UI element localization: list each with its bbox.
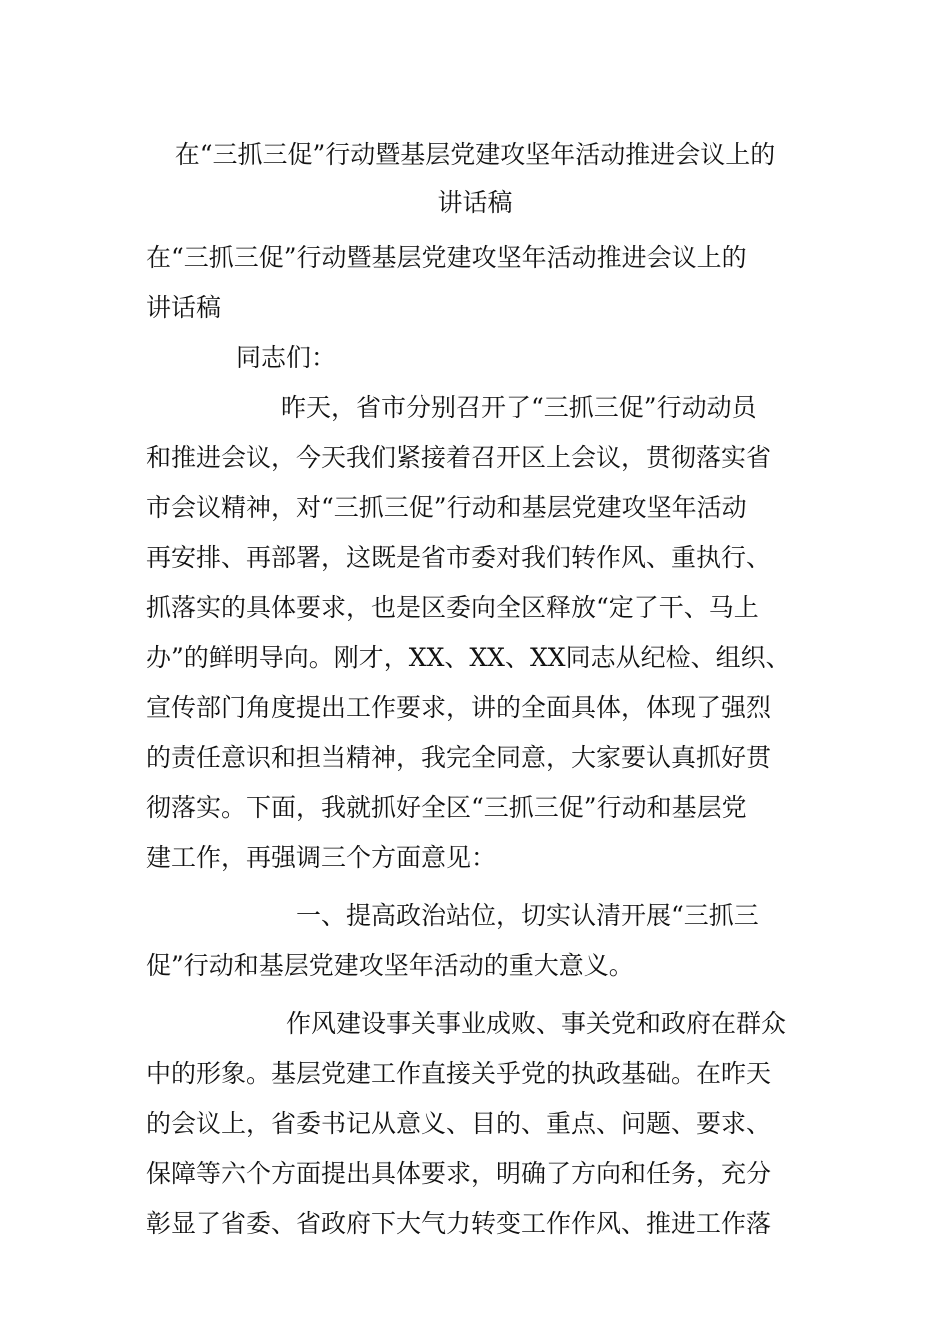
spacer bbox=[146, 991, 816, 999]
subtitle-line: 在“三抓三促”行动暨基层党建攻坚年活动推进会议上的 bbox=[146, 243, 747, 272]
paragraph-line: 的会议上，省委书记从意义、目的、重点、问题、要求、 bbox=[146, 1109, 772, 1138]
paragraph-line: 建工作，再强调三个方面意见： bbox=[146, 843, 497, 872]
salutation: 同志们： bbox=[236, 343, 337, 372]
paragraph-line: 保障等六个方面提出具体要求，明确了方向和任务，充分 bbox=[146, 1159, 772, 1188]
title-line: 在“三抓三促”行动暨基层党建攻坚年活动推进会议上的 bbox=[174, 140, 776, 169]
paragraph-line: 市会议精神，对“三抓三促”行动和基层党建攻坚年活动 bbox=[146, 493, 747, 522]
paragraph-line: 的责任意识和担当精神，我完全同意，大家要认真抓好贯 bbox=[146, 743, 772, 772]
paragraph-line: 作风建设事关事业成败、事关党和政府在群众 bbox=[286, 1009, 787, 1038]
paragraph-line: 办”的鲜明导向。刚才，XX、XX、XX同志从纪检、组织、 bbox=[146, 643, 791, 672]
paragraph-line: 彰显了省委、省政府下大气力转变工作作风、推进工作落 bbox=[146, 1209, 772, 1238]
section-heading-1 bbox=[146, 891, 816, 991]
document-body bbox=[146, 233, 816, 1249]
paragraph-line: 再安排、再部署，这既是省市委对我们转作风、重执行、 bbox=[146, 543, 772, 572]
spacer bbox=[146, 883, 816, 891]
paragraph-line: 昨天，省市分别召开了“三抓三促”行动动员 bbox=[281, 393, 757, 422]
paragraph-line: 和推进会议，今天我们紧接着召开区上会议，贯彻落实省 bbox=[146, 443, 772, 472]
paragraph-line: 中的形象。基层党建工作直接关乎党的执政基础。在昨天 bbox=[146, 1059, 772, 1088]
paragraph-line: 彻落实。下面，我就抓好全区“三抓三促”行动和基层党 bbox=[146, 793, 747, 822]
paragraph-line: 抓落实的具体要求，也是区委向全区释放“定了干、马上 bbox=[146, 593, 759, 622]
subtitle-line: 讲话稿 bbox=[146, 293, 222, 322]
paragraph-1 bbox=[146, 383, 816, 883]
heading-line: 一、提高政治站位，切实认清开展“三抓三 bbox=[296, 901, 759, 930]
paragraph-line: 宣传部门角度提出工作要求，讲的全面具体，体现了强烈 bbox=[146, 693, 772, 722]
paragraph-2 bbox=[146, 999, 816, 1249]
title-line: 讲话稿 bbox=[437, 188, 513, 217]
document-title bbox=[0, 131, 950, 227]
heading-line: 促”行动和基层党建攻坚年活动的重大意义。 bbox=[146, 951, 634, 980]
